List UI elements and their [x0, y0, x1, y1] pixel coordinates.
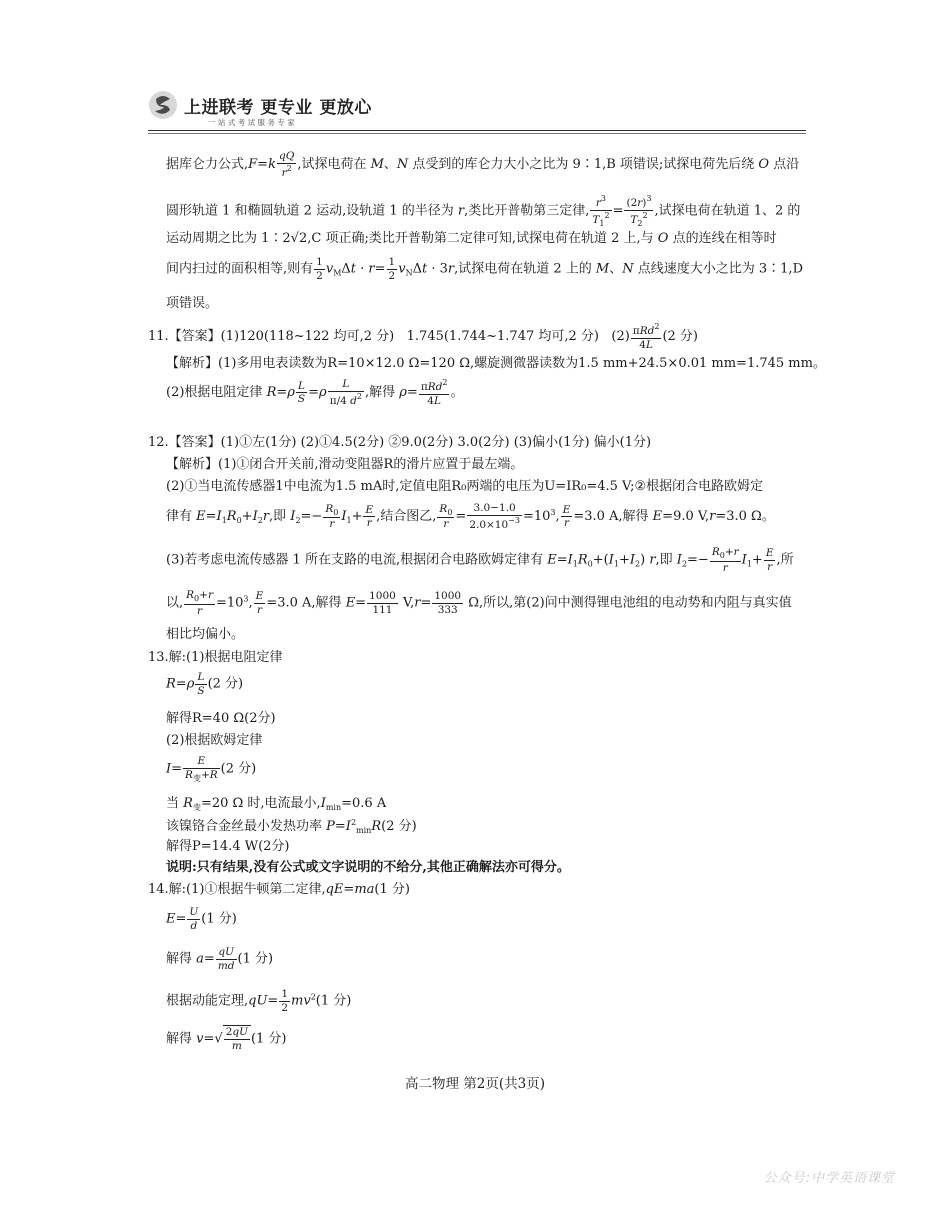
- text-line: 以, $\frac{R_0+r}{r}$ $=10^3$, $\frac{E}{r}$ =3.0 A,解得 E= $\frac{1000}{111}$ V,r= $\frac{1000}{333}$ Ω,所以,第(2)问中测得锂电池组的电动势和内阻与真实值: [166, 589, 792, 617]
- brand-logo-icon: [148, 90, 178, 120]
- text-line: 律有 $E=I_1R_0+I_2r$,即 $I_2=-$ $\frac{R_0}{r}$ $I_1+$ $\frac{E}{r}$ ,结合图乙, $\frac{R_0}{r}$ = $\frac{3.0-1.0}{2.0\times 10^{-3}}$ $=10^3$, $\frac{E}{r}$ =3.0 A,解得 E=9.0 V,r=3.0 Ω。: [166, 502, 775, 531]
- text-line: 解得P=14.4 W(2分): [166, 839, 290, 854]
- text-line: 【解析】(1)多用电表读数为R=10×12.0 Ω=120 Ω,螺旋测微器读数为1.5 mm+24.5×0.01 mm=1.745 mm。: [166, 356, 826, 371]
- text-line: E= $\frac{U}{d}$ (1 分): [166, 906, 237, 932]
- scoring-note: 说明:只有结果,没有公式或文字说明的不给分,其他正确解法亦可得分。: [166, 860, 570, 875]
- header-divider: [148, 130, 806, 131]
- text-line: 12.【答案】(1)①左(1分) (2)①4.5(2分) ②9.0(2分) 3.0(2分) (3)偏小(1分) 偏小(1分): [148, 435, 652, 450]
- text-line: 据库仑力公式,F=k $\frac{qQ}{r^2}$ ,试探电荷在 M、N 点受到的库仑力大小之比为 9∶1,B 项错误;试探电荷先后绕 O 点沿: [166, 150, 800, 179]
- text-line: 【解析】(1)①闭合开关前,滑动变阻器R的滑片应置于最左端。: [166, 457, 524, 472]
- text-line: 当 $R_变=20$ Ω 时,电流最小$,I_{min}=0.6$ A: [166, 796, 387, 812]
- text-line: I= E $R_变+R$ (2 分): [166, 755, 257, 783]
- text-line: 相比均偏小。: [166, 627, 245, 642]
- text-line: 11.【答案】(1)120(118~122 均可,2 分) 1.745(1.744~1.747 均可,2 分) (2) πRd$^2$ 4L (2 分): [148, 322, 698, 351]
- text-line: (2)根据电阻定律 R=ρ $\frac{L}{S}$ =ρ $\frac{L}{\pi/4 d^2}$ ,解得 ρ= πRd$^2$ 4L 。: [166, 378, 464, 407]
- header-subtitle: 一站式考试服务专家: [208, 118, 298, 127]
- watermark: 公众号:中学英语课堂: [763, 1171, 895, 1186]
- text-line: 解得R=40 Ω(2分): [166, 711, 276, 726]
- text-line: 圆形轨道 1 和椭圆轨道 2 运动,设轨道 1 的半径为 r,类比开普勒第三定律, $\frac{r^3}{T_1^2}$ = $\frac{(2r)^3}{T_2^2}$ ,试探电荷在轨道 1、2 的: [166, 194, 801, 228]
- text-line: 项错误。: [166, 296, 219, 311]
- text-line: 根据动能定理,qU= $\frac{1}{2}$ $mv^2(1$ 分): [166, 988, 352, 1014]
- text-line: 解得 a= $\frac{qU}{md}$ (1 分): [166, 946, 274, 972]
- text-line: (3)若考虑电流传感器 1 所在支路的电流,根据闭合电路欧姆定律有 $E=I_1R_0+(I_1+I_2)$ r,即 $I_2=-$ $\frac{R_0+r}{r}$ $I_1+$ $\frac{E}{r}$ ,所: [166, 546, 794, 574]
- text-line: 该镍铬合金丝最小发热功率 $P=I^2_{min}R(2$ 分): [166, 818, 417, 835]
- text-line: (2)①当电流传感器1中电流为1.5 mA时,定值电阻R₀两端的电压为U=IR₀=4.5 V;②根据闭合电路欧姆定: [166, 479, 764, 494]
- header-slogan: 上进联考 更专业 更放心: [184, 98, 372, 118]
- text-line: 14.解:(1)①根据牛顿第二定律,qE=ma(1 分): [148, 882, 410, 897]
- page-footer: 高二物理 第2页(共3页): [404, 1076, 545, 1092]
- header-divider-thin: [148, 133, 806, 134]
- text-line: R=ρ $\frac{L}{S}$ (2 分): [166, 671, 244, 697]
- text-line: 解得 v=√ $\frac{2qU}{m}$ (1 分): [166, 1026, 287, 1052]
- text-line: (2)根据欧姆定律: [166, 733, 263, 748]
- text-line: 13.解:(1)根据电阻定律: [148, 650, 283, 665]
- text-line: 运动周期之比为 1∶2√2,C 项正确;类比开普勒第二定律可知,试探电荷在轨道 2 上,与 O 点的连线在相等时: [166, 231, 777, 246]
- text-line: 间内扫过的面积相等,则有 $\frac{1}{2}$ $v_M\Delta t \cdot r=$ $\frac{1}{2}$ $v_N\Delta t \cdot 3r$,试探电荷在轨道 2 上的 M、N 点线速度大小之比为 3∶1,D: [166, 256, 803, 282]
